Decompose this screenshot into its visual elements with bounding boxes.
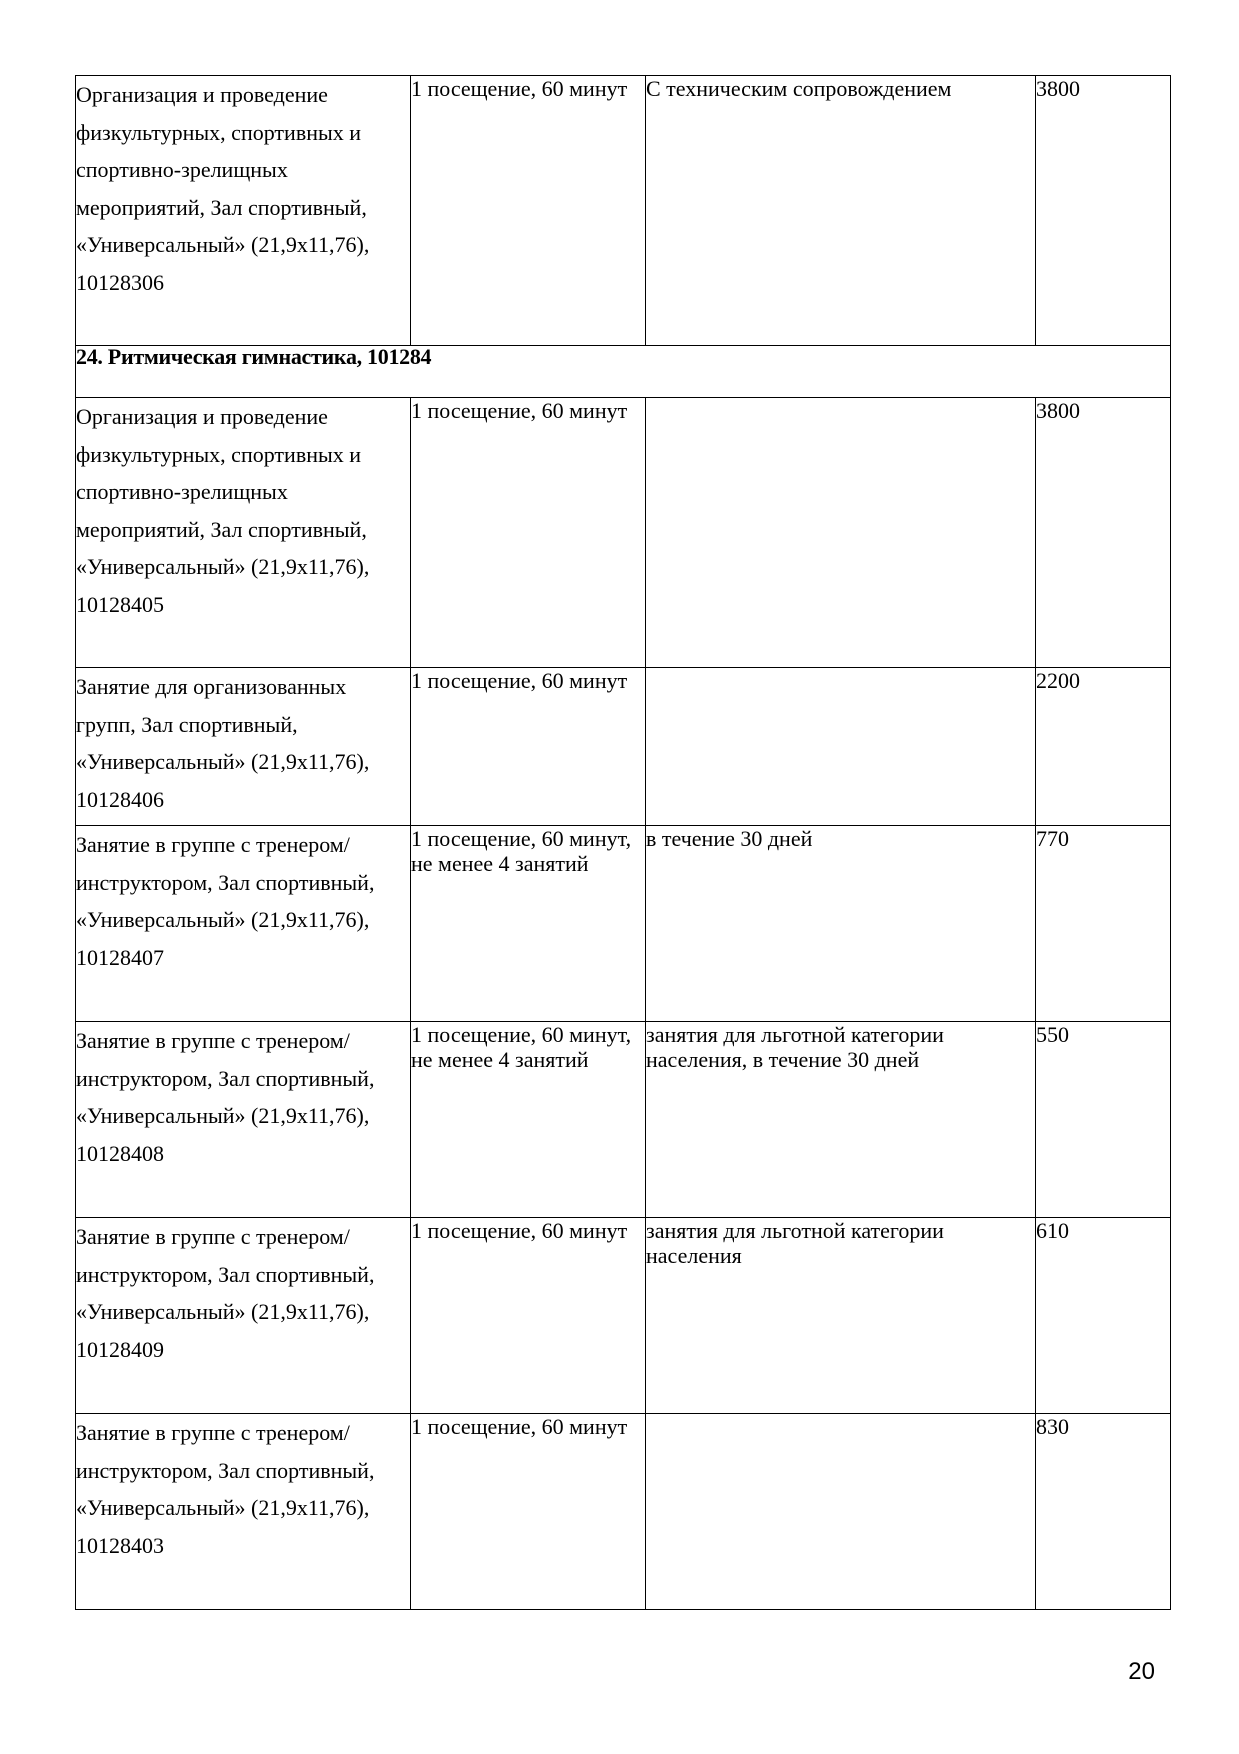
service-cell: Занятие в группе с тренером/инструктором, Зал спортивный, «Универсальный» (21,9х11,76), 10128408 (76, 1022, 411, 1218)
note-cell (646, 668, 1036, 826)
table-row (76, 398, 1171, 668)
service-cell: Организация и проведение физкультурных, спортивных и спортивно-зрелищных мероприятий, Зал спортивный, «Универсальный» (21,9х11,76), 10128405 (76, 398, 411, 668)
service-cell: Организация и проведение физкультурных, спортивных и спортивно-зрелищных мероприятий, Зал спортивный, «Универсальный» (21,9х11,76), 10128306 (76, 76, 411, 346)
service-cell: Занятие в группе с тренером/инструктором, Зал спортивный, «Универсальный» (21,9х11,76), 10128407 (76, 826, 411, 1022)
note-cell: С техническим сопровождением (646, 76, 1036, 346)
page-number: 20 (1128, 1658, 1155, 1685)
price-cell: 610 (1036, 1218, 1171, 1414)
duration-cell: 1 посещение, 60 минут (411, 668, 646, 826)
price-cell: 830 (1036, 1414, 1171, 1610)
note-cell: занятия для льготной категории населения (646, 1218, 1036, 1414)
table-row (76, 826, 1171, 1022)
price-table (75, 75, 1171, 1610)
section-row (76, 346, 1171, 398)
price-cell: 3800 (1036, 398, 1171, 668)
note-cell (646, 1414, 1036, 1610)
duration-cell: 1 посещение, 60 минут (411, 1414, 646, 1610)
duration-cell: 1 посещение, 60 минут (411, 1218, 646, 1414)
service-cell: Занятие для организованных групп, Зал спортивный, «Универсальный» (21,9х11,76), 10128406 (76, 668, 411, 826)
price-cell: 550 (1036, 1022, 1171, 1218)
table-row (76, 76, 1171, 346)
table-row (76, 1022, 1171, 1218)
service-cell: Занятие в группе с тренером/инструктором, Зал спортивный, «Универсальный» (21,9х11,76), 10128403 (76, 1414, 411, 1610)
note-cell: в течение 30 дней (646, 826, 1036, 1022)
service-cell: Занятие в группе с тренером/инструктором, Зал спортивный, «Универсальный» (21,9х11,76), 10128409 (76, 1218, 411, 1414)
price-cell: 3800 (1036, 76, 1171, 346)
price-cell: 770 (1036, 826, 1171, 1022)
section-heading: 24. Ритмическая гимнастика, 101284 (76, 346, 1171, 398)
duration-cell: 1 посещение, 60 минут (411, 398, 646, 668)
duration-cell: 1 посещение, 60 минут (411, 76, 646, 346)
table-row (76, 668, 1171, 826)
duration-cell: 1 посещение, 60 минут, не менее 4 занятий (411, 1022, 646, 1218)
duration-cell: 1 посещение, 60 минут, не менее 4 занятий (411, 826, 646, 1022)
note-cell (646, 398, 1036, 668)
note-cell: занятия для льготной категории населения, в течение 30 дней (646, 1022, 1036, 1218)
price-cell: 2200 (1036, 668, 1171, 826)
table-row (76, 1218, 1171, 1414)
table-row (76, 1414, 1171, 1610)
